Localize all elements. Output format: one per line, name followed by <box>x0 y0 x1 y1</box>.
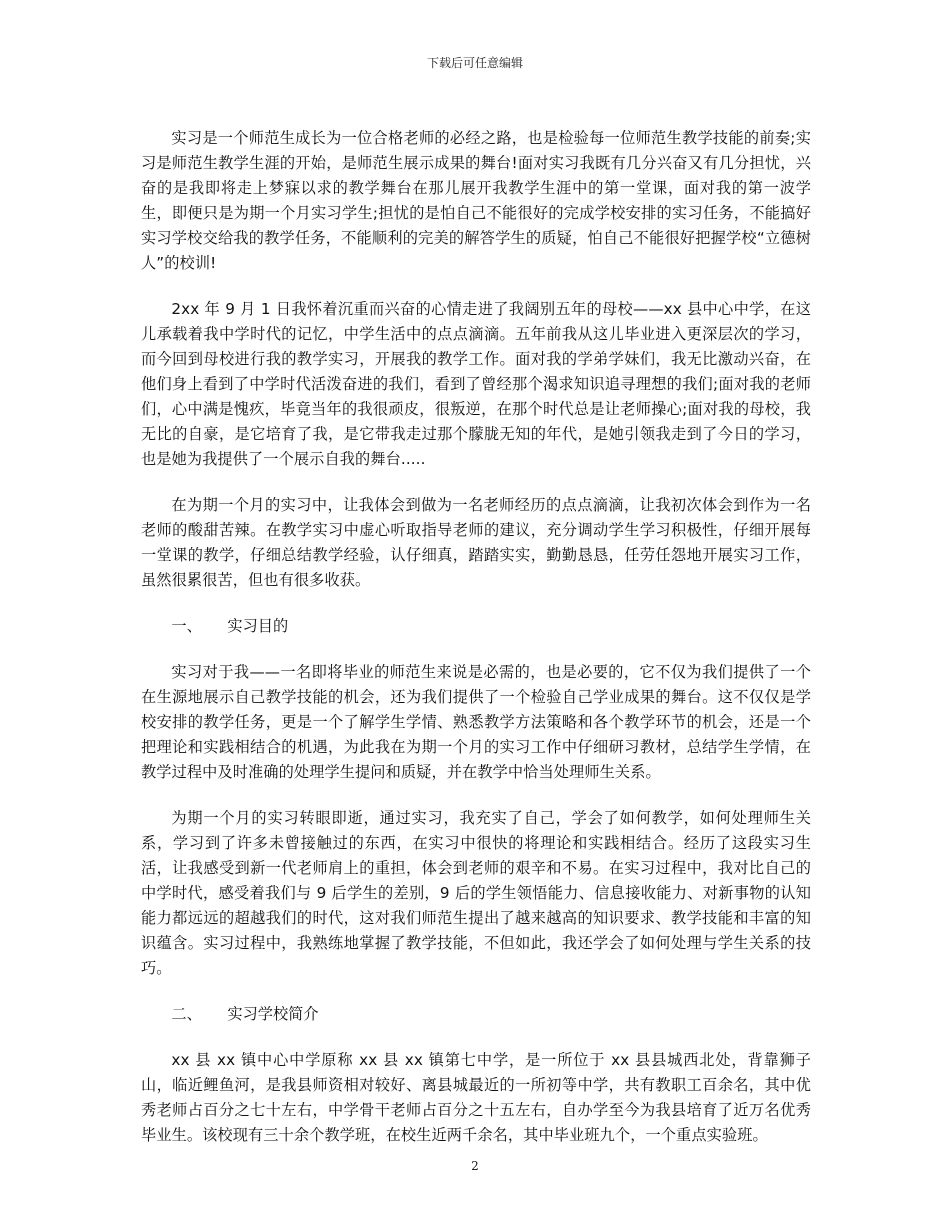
section-title: 实习目的 <box>227 617 289 635</box>
paragraph-purpose: 实习对于我——一名即将毕业的师范生来说是必需的，也是必要的，它不仅为我们提供了一个在生源地展示自己教学技能的机会，还为我们提供了一个检验自己学业成果的舞台。这不仅仅是学校安排的教学任务，更是一个了解学生学情、熟悉教学方法策略和各个教学环节的机会，还是一个把理论和实践相结合的机遇，为此我在为期一个月的实习工作中仔细研习教材，总结学生学情，在教学过程中及时准确的处理学生提问和质疑，并在教学中恰当处理师生关系。 <box>141 663 811 781</box>
paragraph-arrival: 2xx 年 9 月 1 日我怀着沉重而兴奋的心情走进了我阔别五年的母校——xx 县中心中学，在这儿承载着我中学时代的记忆，中学生活中的点点滴滴。五年前我从这儿毕业进入更深层次的学习，而今回到母校进行我的教学实习，开展我的教学工作。面对我的学弟学妹们，我无比激动兴奋，在他们身上看到了中学时代活泼奋进的我们，看到了曾经那个渴求知识追寻理想的我们;面对我的老师们，心中满是愧疚，毕竟当年的我很顽皮，很叛逆，在那个时代总是让老师操心;面对我的母校，我无比的自豪，是它培育了我，是它带我走过那个朦胧无知的年代，是她引领我走到了今日的学习，也是她为我提供了一个展示自我的舞台..... <box>141 300 811 468</box>
paragraph-intro: 实习是一个师范生成长为一位合格老师的必经之路，也是检验每一位师范生教学技能的前奏;实习是师范生教学生涯的开始，是师范生展示成果的舞台!面对实习我既有几分兴奋又有几分担忧，兴奋的是我即将走上梦寐以求的教学舞台在那儿展开我教学生涯中的第一堂课，面对我的第一波学生，即便只是为期一个月实习学生;担忧的是怕自己不能很好的完成学校安排的实习任务，不能搞好实习学校交给我的教学任务，不能顺利的完美的解答学生的质疑，怕自己不能很好把握学校“立德树人”的校训! <box>141 129 811 272</box>
section-number: 一、 <box>171 617 202 635</box>
section-heading-school <box>141 1002 811 1027</box>
paragraph-school-intro: xx 县 xx 镇中心中学原称 xx 县 xx 镇第七中学，是一所位于 xx 县县城西北处，背靠狮子山，临近鲤鱼河，是我县师资相对较好、离县城最近的一所初等中学，共有教职工百余名，其中优秀老师占百分之七十左右，中学骨干老师占百分之十五左右，自办学至今为我县培育了近万名优秀毕业生。该校现有三十余个教学班，在校生近两千余名，其中毕业班九个，一个重点实验班。 <box>141 1051 811 1144</box>
section-heading-purpose <box>141 614 811 639</box>
document-body <box>141 126 811 1169</box>
paragraph-experience: 在为期一个月的实习中，让我体会到做为一名老师经历的点点滴滴，让我初次体会到作为一名老师的酸甜苦辣。在教学实习中虚心听取指导老师的建议，充分调动学生学习积极性，仔细开展每一堂课的教学，仔细总结教学经验，认仔细真，踏踏实实，勤勤恳恳，任劳任怨地开展实习工作，虽然很累很苦，但也有很多收获。 <box>141 496 811 589</box>
paragraph-reflection: 为期一个月的实习转眼即逝，通过实习，我充实了自己，学会了如何教学，如何处理师生关系，学习到了许多未曾接触过的东西，在实习中很快的将理论和实践相结合。经历了这段实习生活，让我感受到新一代老师肩上的重担，体会到老师的艰辛和不易。在实习过程中，我对比自己的中学时代，感受着我们与 9 后学生的差别，9 后的学生领悟能力、信息接收能力、对新事物的认知能力都远远的超越我们的时代，这对我们师范生提出了越来越高的知识要求、教学技能和丰富的知识蕴含。实习过程中，我熟练地掌握了教学技能，不但如此，我还学会了如何处理与学生关系的技巧。 <box>141 809 811 977</box>
section-number: 二、 <box>171 1005 202 1023</box>
page-header: 下载后可任意编辑 <box>426 56 523 70</box>
page-number: 2 <box>471 1159 479 1173</box>
section-title: 实习学校简介 <box>227 1005 319 1023</box>
